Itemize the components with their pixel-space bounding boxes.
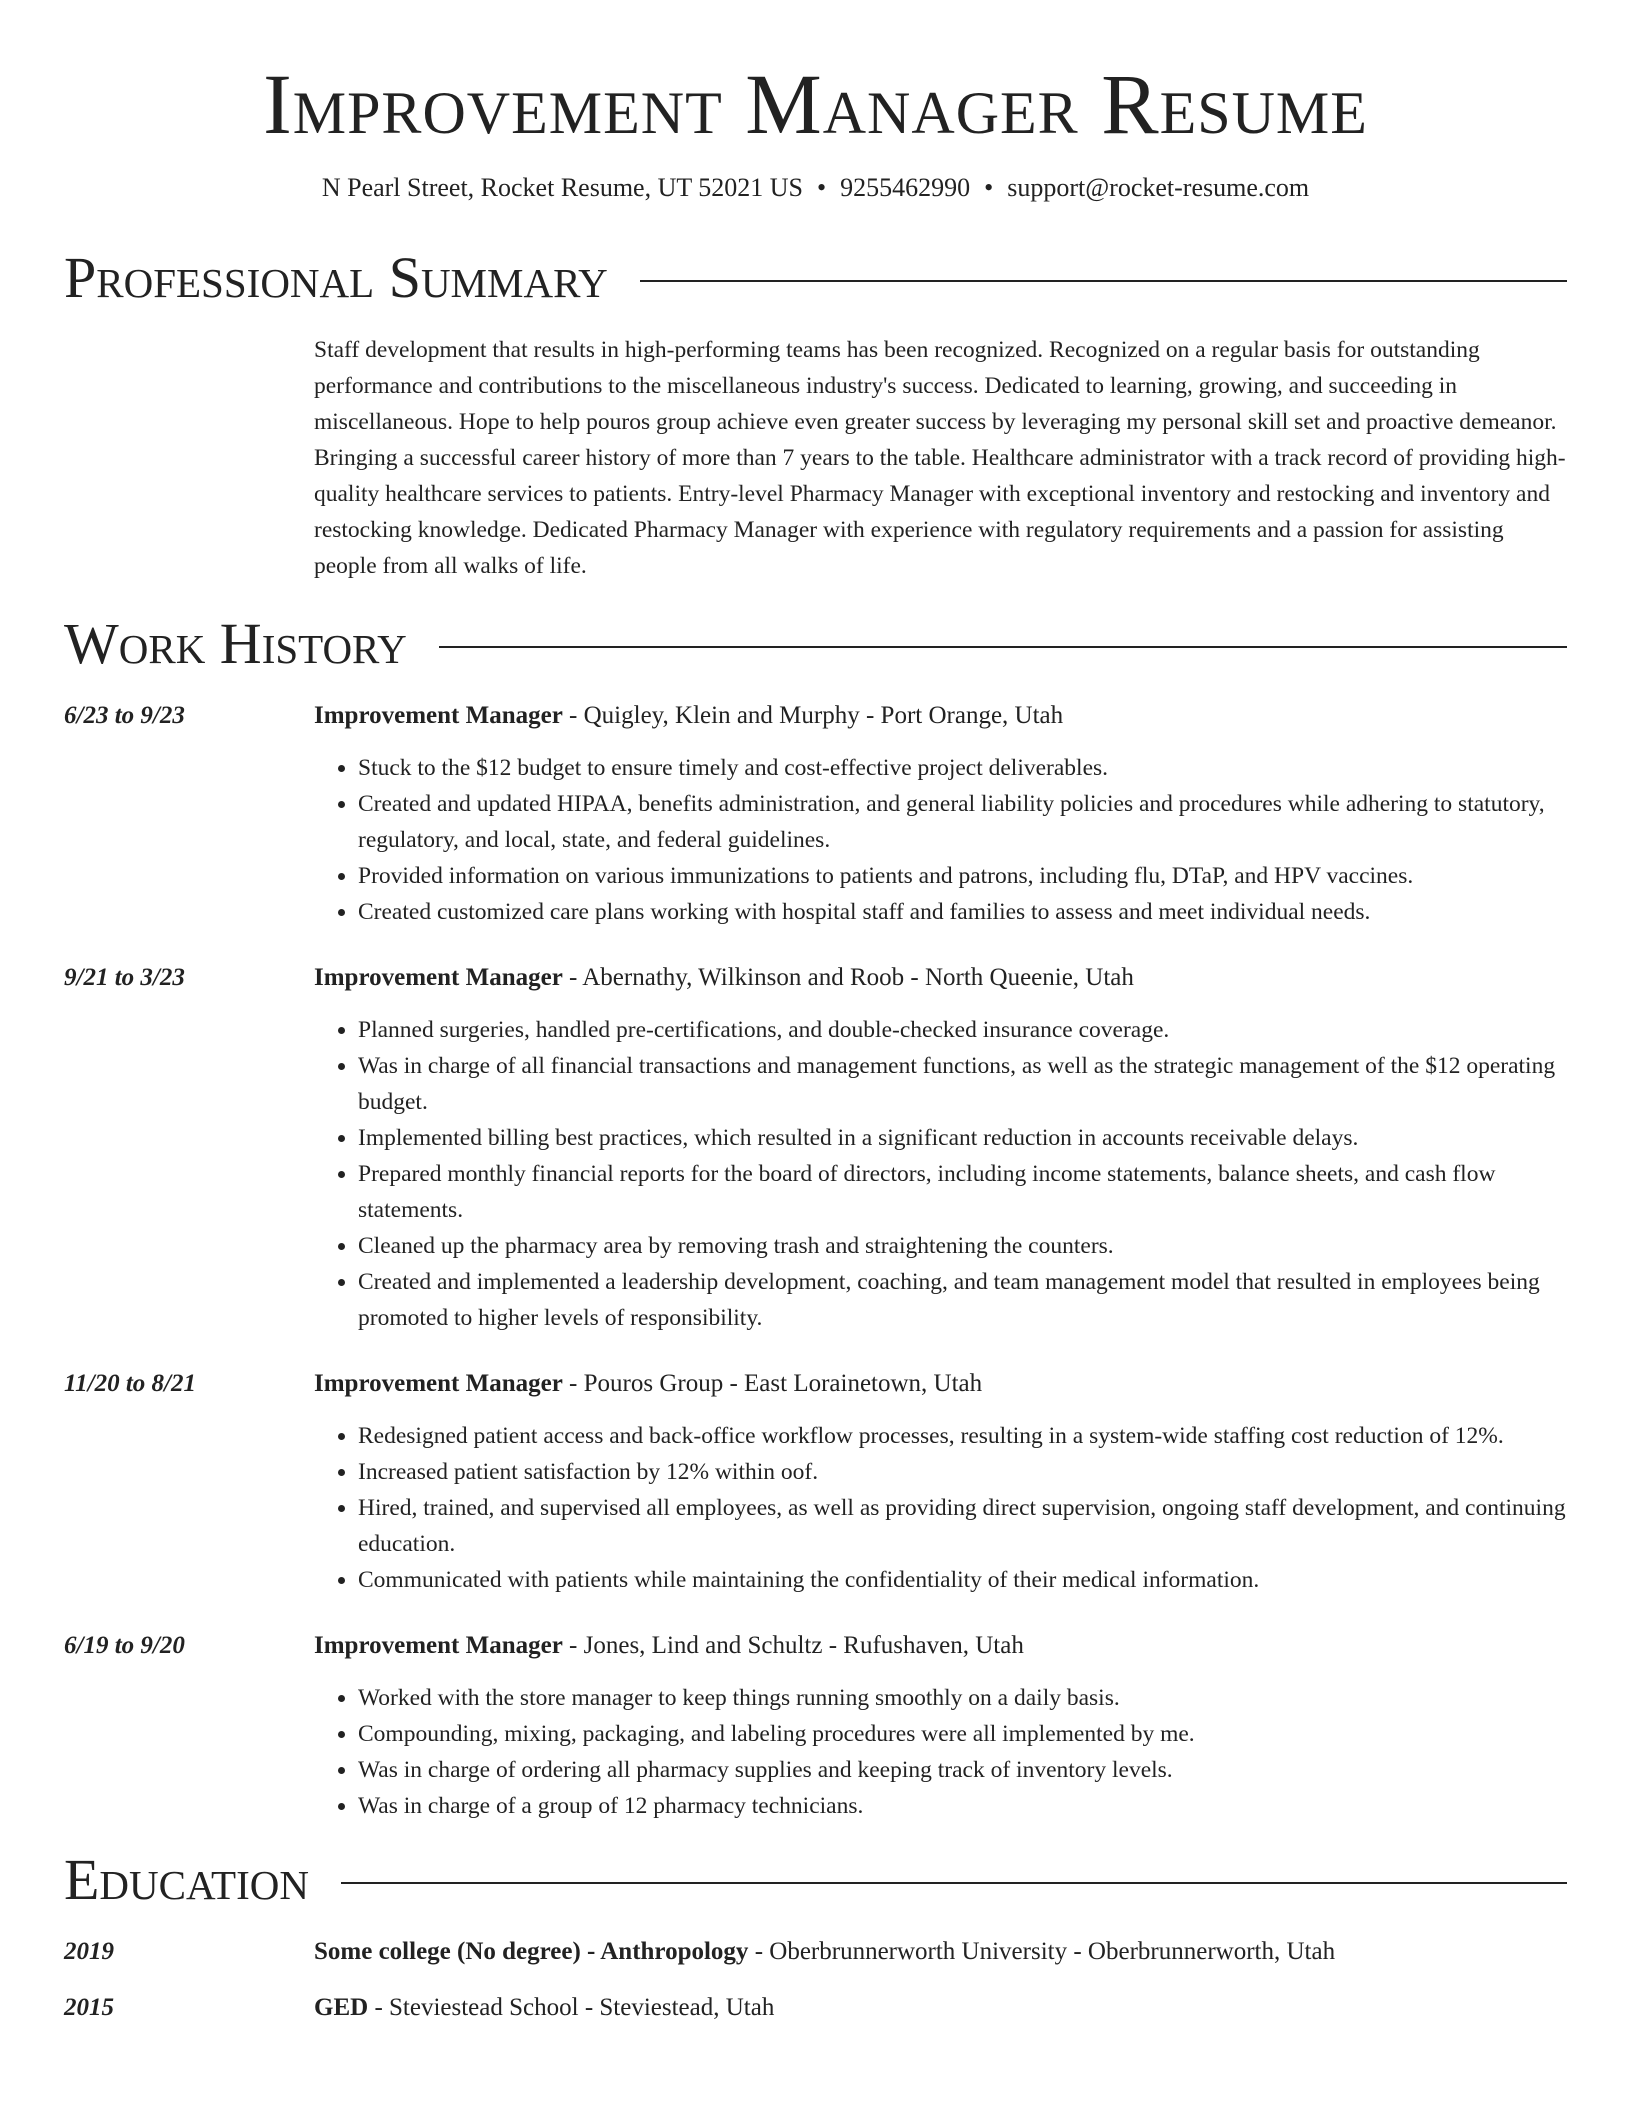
- section-divider: [640, 280, 1567, 282]
- resume-title: Improvement Manager Resume: [263, 56, 1368, 152]
- education-list: [64, 1934, 1567, 2026]
- education-school-location: - Steviestead School - Steviestead, Utah: [368, 1994, 775, 2021]
- separator-dot: •: [817, 173, 827, 202]
- section-divider: [439, 646, 1567, 648]
- job-header-row: [64, 960, 1567, 1336]
- job-dates: 9/21 to 3/23: [64, 964, 185, 991]
- bullet-item: • Worked with the store manager to keep things running smoothly on a daily basis.: [358, 1680, 1567, 1716]
- contact-phone: 9255462990: [840, 173, 971, 202]
- education-body: [314, 1934, 1335, 1970]
- job-dates: 6/19 to 9/20: [64, 1632, 185, 1659]
- work-heading: Work History: [64, 611, 407, 676]
- bullet-item: • Created customized care plans working with hospital staff and families to assess and meet individual needs.: [358, 894, 1567, 930]
- job-header-row: [64, 1366, 1567, 1598]
- bullet-item: • Redesigned patient access and back-office workflow processes, resulting in a system-wide staffing cost reduction of 12%.: [358, 1418, 1567, 1454]
- job-company-location: - Pouros Group - East Lorainetown, Utah: [562, 1370, 983, 1397]
- bullet-item: • Was in charge of ordering all pharmacy supplies and keeping track of inventory levels.: [358, 1752, 1567, 1788]
- job-dates: 11/20 to 8/21: [64, 1370, 196, 1397]
- job-entry: [64, 1366, 1567, 1598]
- bullet-item: • Was in charge of all financial transactions and management functions, as well as the strategic management of the $12 operating budget.: [358, 1048, 1567, 1120]
- education-degree: Some college (No degree) - Anthropology: [314, 1938, 749, 1965]
- job-company-location: - Quigley, Klein and Murphy - Port Orange, Utah: [562, 702, 1064, 729]
- education-body: [314, 1990, 774, 2026]
- contact-line: [64, 172, 1567, 204]
- job-company-location: - Abernathy, Wilkinson and Roob - North Queenie, Utah: [562, 964, 1134, 991]
- education-school-location: - Oberbrunnerworth University - Oberbrunnerworth, Utah: [748, 1938, 1336, 1965]
- job-company-location: - Jones, Lind and Schultz - Rufushaven, Utah: [562, 1632, 1024, 1659]
- job-entry: [64, 698, 1567, 930]
- bullet-item: • Compounding, mixing, packaging, and labeling procedures were all implemented by me.: [358, 1716, 1567, 1752]
- education-year: 2019: [64, 1938, 114, 1965]
- summary-text: Staff development that results in high-performing teams has been recognized. Recognized on a regular basis for outstanding performance and contributions to the miscellaneous industry's success. Dedicated to learning, growing, and succeeding in miscellaneous. Hope to help pouros group achieve even greater success by leveraging my personal skill set and proactive demeanor. Bringing a successful career history of more than 7 years to the table. Healthcare administrator with a track record of providing high-quality healthcare services to patients. Entry-level Pharmacy Manager with exceptional inventory and restocking and inventory and restocking knowledge. Dedicated Pharmacy Manager with experience with regulatory requirements and a passion for assisting people from all walks of life.: [314, 337, 1566, 579]
- bullet-item: • Stuck to the $12 budget to ensure timely and cost-effective project deliverables.: [358, 750, 1567, 786]
- summary-heading: Professional Summary: [64, 245, 608, 310]
- job-title-line: [314, 960, 1567, 996]
- summary-section-header: [64, 246, 1567, 310]
- job-bullets: [314, 1418, 1567, 1598]
- bullet-item: • Created and updated HIPAA, benefits administration, and general liability policies and procedures while adhering to statutory, regulatory, and local, state, and federal guidelines.: [358, 786, 1567, 858]
- job-title: Improvement Manager: [314, 1632, 563, 1659]
- bullet-item: • Implemented billing best practices, which resulted in a significant reduction in accounts receivable delays.: [358, 1120, 1567, 1156]
- bullet-item: • Increased patient satisfaction by 12% within oof.: [358, 1454, 1567, 1490]
- bullet-item: • Provided information on various immunizations to patients and patrons, including flu, DTaP, and HPV vaccines.: [358, 858, 1567, 894]
- bullet-item: • Communicated with patients while maintaining the confidentiality of their medical information.: [358, 1562, 1567, 1598]
- bullet-item: • Was in charge of a group of 12 pharmacy technicians.: [358, 1788, 1567, 1824]
- job-bullets: [314, 1012, 1567, 1336]
- job-header-row: [64, 698, 1567, 930]
- job-title-line: [314, 1628, 1567, 1664]
- job-title: Improvement Manager: [314, 1370, 563, 1397]
- education-degree: GED: [314, 1994, 369, 2021]
- job-dates: 6/23 to 9/23: [64, 702, 185, 729]
- job-bullets: [314, 1680, 1567, 1824]
- bullet-item: • Prepared monthly financial reports for the board of directors, including income statements, balance sheets, and cash flow statements.: [358, 1156, 1567, 1228]
- bullet-item: • Cleaned up the pharmacy area by removing trash and straightening the counters.: [358, 1228, 1567, 1264]
- contact-email: support@rocket-resume.com: [1007, 173, 1310, 202]
- bullet-item: • Planned surgeries, handled pre-certifications, and double-checked insurance coverage.: [358, 1012, 1567, 1048]
- job-body: [314, 960, 1567, 1336]
- job-bullets: [314, 750, 1567, 930]
- work-history-list: [64, 698, 1567, 1824]
- education-year: 2015: [64, 1994, 114, 2021]
- job-title: Improvement Manager: [314, 702, 563, 729]
- job-body: [314, 698, 1567, 930]
- education-entry: [64, 1990, 1567, 2026]
- job-header-row: [64, 1628, 1567, 1824]
- bullet-item: • Created and implemented a leadership development, coaching, and team management model that resulted in employees being promoted to higher levels of responsibility.: [358, 1264, 1567, 1336]
- job-body: [314, 1628, 1567, 1824]
- job-entry: [64, 1628, 1567, 1824]
- job-entry: [64, 960, 1567, 1336]
- separator-dot: •: [984, 173, 994, 202]
- education-heading: Education: [64, 1847, 309, 1912]
- education-entry: [64, 1934, 1567, 1970]
- section-divider: [341, 1882, 1567, 1884]
- bullet-item: • Hired, trained, and supervised all employees, as well as providing direct supervision, ongoing staff development, and continuing education.: [358, 1490, 1567, 1562]
- job-body: [314, 1366, 1567, 1598]
- contact-address: N Pearl Street, Rocket Resume, UT 52021 US: [321, 173, 804, 202]
- job-title: Improvement Manager: [314, 964, 563, 991]
- work-section-header: [64, 612, 1567, 676]
- education-section-header: [64, 1848, 1567, 1912]
- job-title-line: [314, 1366, 1567, 1402]
- job-title-line: [314, 698, 1567, 734]
